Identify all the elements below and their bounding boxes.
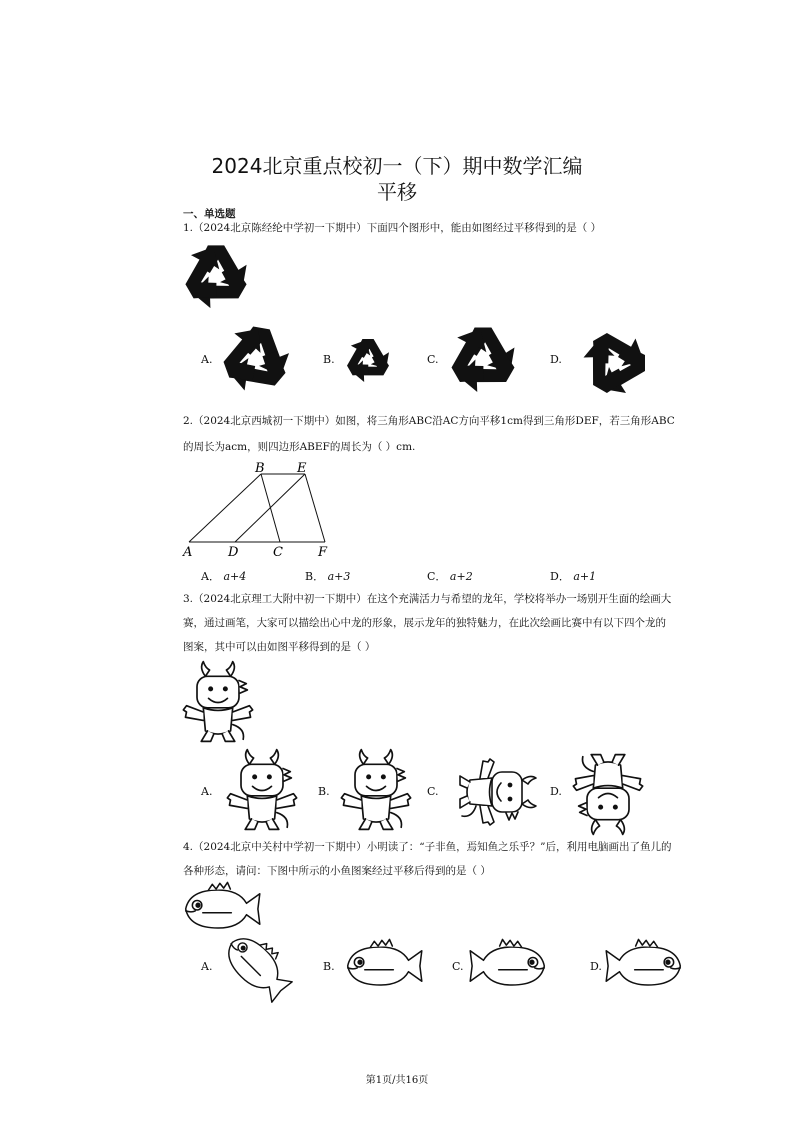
q2-option-b-letter: B． xyxy=(305,570,325,583)
question-1-text: 1.（2024北京陈经纶中学初一下期中）下面四个图形中，能由如图经过平移得到的是（ ） xyxy=(183,222,602,234)
q2-option-d-value: a+1 xyxy=(573,570,597,583)
q4-option-d-label[interactable]: D. xyxy=(590,960,602,973)
q3-option-c-dragon-image xyxy=(446,750,530,830)
label-c: C xyxy=(273,545,283,560)
q1-option-d-label[interactable]: D. xyxy=(550,353,562,366)
q4-option-a-fish-image xyxy=(216,932,292,996)
question-3-line3: 图案，其中可以由如图平移得到的是（ ） xyxy=(183,641,376,653)
q3-option-c-label[interactable]: C. xyxy=(427,785,439,798)
q1-option-a-label[interactable]: A. xyxy=(201,353,213,366)
q4-option-d-fish-image xyxy=(606,940,692,990)
q2-option-c[interactable] xyxy=(427,568,473,584)
page-number: 第1页/共16页 xyxy=(365,1075,429,1086)
question-4-line2: 各种形态，请问：下图中所示的小鱼图案经过平移后得到的是（ ） xyxy=(183,865,491,877)
label-d: D xyxy=(228,545,239,560)
q1-option-b-recycle-icon xyxy=(344,337,392,383)
q2-option-b-value: a+3 xyxy=(327,570,351,583)
q4-option-c-fish-image xyxy=(470,940,556,990)
q4-option-b-label[interactable]: B. xyxy=(323,960,335,973)
q1-option-a-recycle-icon xyxy=(221,326,291,392)
q2-option-a[interactable] xyxy=(201,568,246,584)
q2-option-c-value: a+2 xyxy=(449,570,473,583)
q3-reference-dragon-image xyxy=(180,660,260,744)
label-e: E xyxy=(297,461,307,476)
q2-triangle-figure xyxy=(180,460,340,560)
q3-option-d-label[interactable]: D. xyxy=(550,785,562,798)
question-2-line1: 2.（2024北京西城初一下期中）如图，将三角形ABC沿AC方向平移1cm得到三角形DEF，若三角形ABC xyxy=(183,415,675,427)
question-4-line1: 4.（2024北京中关村中学初一下期中）小明读了：“子非鱼，焉知鱼之乐乎？”后，利用电脑画出了鱼儿的 xyxy=(183,841,672,853)
q4-option-b-fish-image xyxy=(340,940,424,990)
q2-option-b[interactable] xyxy=(305,568,350,584)
q3-option-a-dragon-image xyxy=(220,748,300,832)
q1-option-c-recycle-icon xyxy=(449,326,517,392)
q3-option-d-dragon-image xyxy=(568,744,648,830)
label-a: A xyxy=(183,545,193,560)
question-3-line1: 3.（2024北京理工大附中初一下期中）在这个充满活力与希望的龙年，学校将举办一场别开生面的绘画大 xyxy=(183,593,672,605)
q4-option-c-label[interactable]: C. xyxy=(452,960,464,973)
q2-option-d-letter: D． xyxy=(550,570,570,583)
label-f: F xyxy=(318,545,328,560)
page-title: 2024北京重点校初一（下）期中数学汇编 xyxy=(211,154,583,178)
page-subtitle: 平移 xyxy=(377,180,417,204)
section-heading: 一、单选题 xyxy=(183,208,236,220)
label-b: B xyxy=(255,461,265,476)
q2-option-d[interactable] xyxy=(550,568,596,584)
q1-option-d-recycle-icon xyxy=(580,330,650,396)
q3-option-a-label[interactable]: A. xyxy=(201,785,213,798)
q2-option-a-letter: A． xyxy=(201,570,220,583)
q3-option-b-label[interactable]: B. xyxy=(318,785,330,798)
q4-option-a-label[interactable]: A. xyxy=(201,960,213,973)
q2-option-a-value: a+4 xyxy=(223,570,247,583)
q1-option-c-label[interactable]: C. xyxy=(427,353,439,366)
q4-reference-fish-image xyxy=(180,884,260,934)
question-3-line2: 赛，通过画笔，大家可以描绘出心中龙的形象，展示龙年的独特魅力，在此次绘画比赛中有以下四个龙的 xyxy=(183,617,666,629)
q1-option-b-label[interactable]: B. xyxy=(323,353,335,366)
q1-reference-recycle-icon xyxy=(183,244,249,308)
q3-option-b-dragon-image xyxy=(336,748,416,832)
question-2-line2: 的周长为acm，则四边形ABEF的周长为（ ）cm. xyxy=(183,441,416,453)
q2-option-c-letter: C． xyxy=(427,570,447,583)
